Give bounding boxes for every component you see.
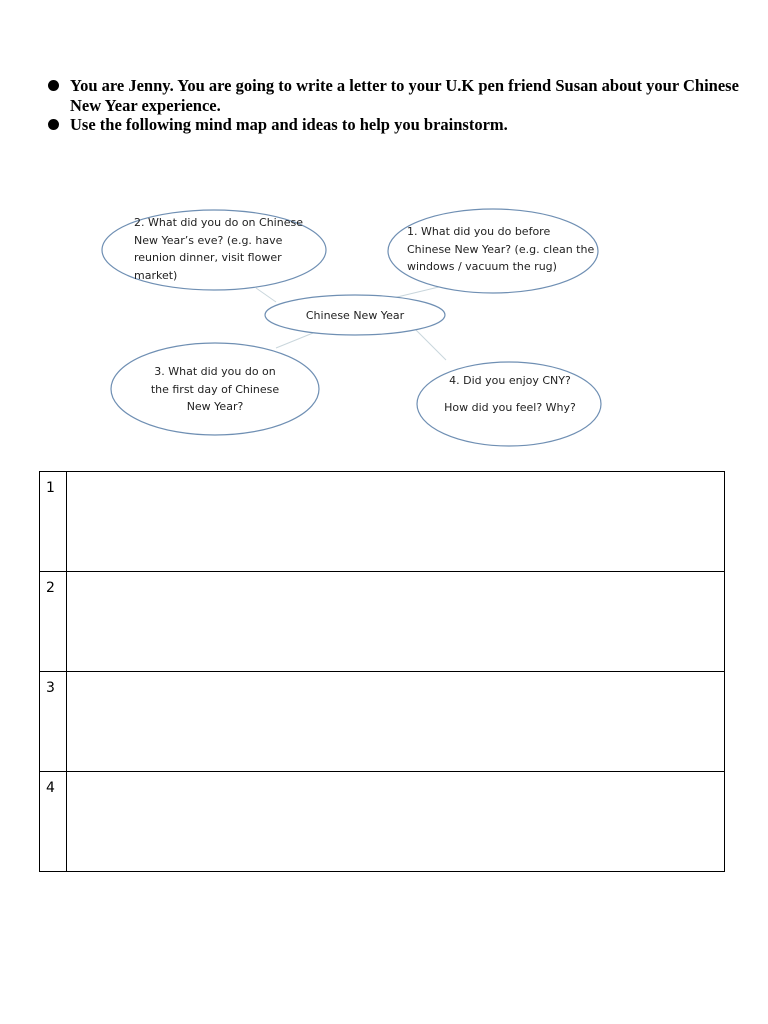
answer-cell[interactable] <box>67 772 725 872</box>
bullet-icon <box>48 80 59 91</box>
bubble-q4-text: 4. Did you enjoy CNY? How did you feel? Why? <box>444 374 576 414</box>
mind-map <box>98 200 608 450</box>
bubble-q1-text: 1. What did you do before Chinese New Year? (e.g. clean the windows / vacuum the rug) <box>407 225 595 273</box>
connector-line <box>256 288 276 302</box>
answer-cell[interactable] <box>67 472 725 572</box>
table-row <box>40 772 725 872</box>
bullet-icon <box>48 119 59 130</box>
connector-line <box>393 286 443 298</box>
answer-table <box>39 471 725 872</box>
table-row <box>40 472 725 572</box>
connector-line <box>416 330 446 360</box>
bubble-center-text: Chinese New Year <box>305 309 405 322</box>
instruction-item <box>46 115 746 135</box>
bubble-q3-text: 3. What did you do on the first day of Chinese New Year? <box>150 365 280 413</box>
connector-line <box>276 333 313 348</box>
answer-cell[interactable] <box>67 672 725 772</box>
row-number: 2 <box>40 572 67 672</box>
bubble-q2-text: 2. What did you do on Chinese New Year’s eve? (e.g. have reunion dinner, visit flower market) <box>134 216 303 282</box>
instruction-text: You are Jenny. You are going to write a letter to your U.K pen friend Susan about your Chinese New Year experience. <box>70 76 739 115</box>
table-row <box>40 572 725 672</box>
row-number: 3 <box>40 672 67 772</box>
instruction-item <box>46 76 746 115</box>
answer-cell[interactable] <box>67 572 725 672</box>
row-number: 1 <box>40 472 67 572</box>
instruction-text: Use the following mind map and ideas to help you brainstorm. <box>70 115 508 134</box>
row-number: 4 <box>40 772 67 872</box>
instructions-list <box>46 76 746 135</box>
table-row <box>40 672 725 772</box>
